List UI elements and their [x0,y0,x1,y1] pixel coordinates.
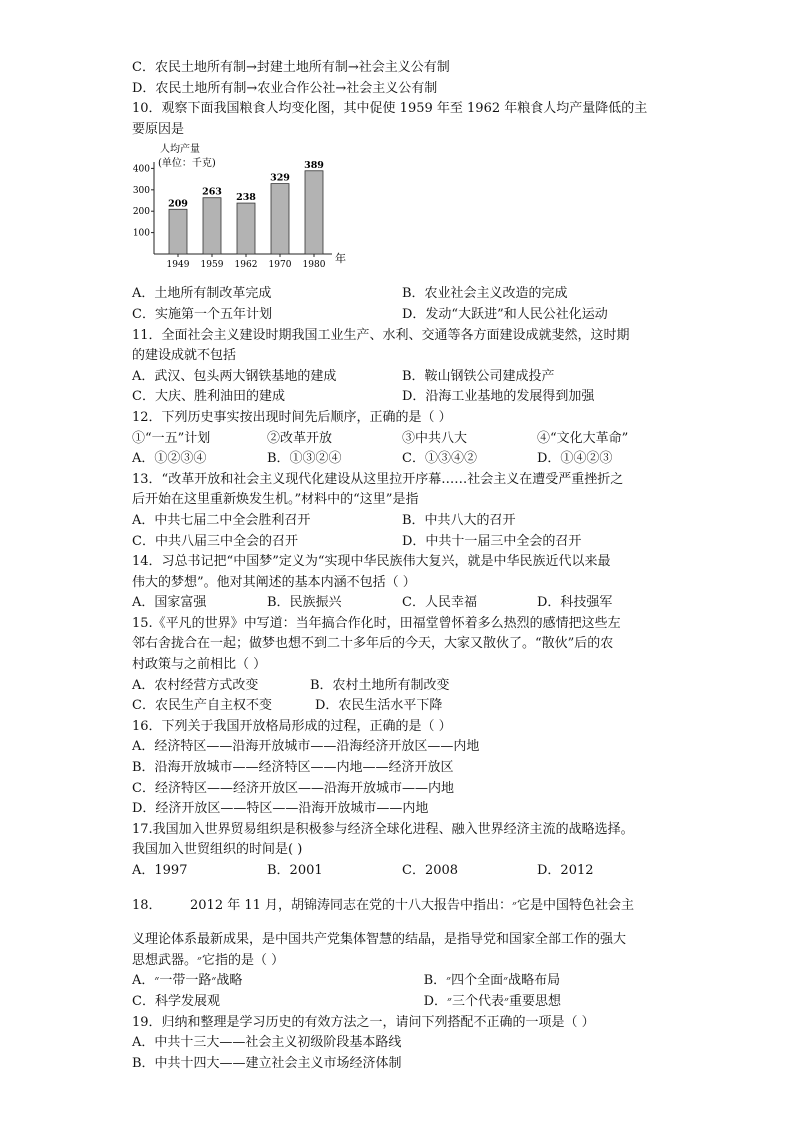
data-label: 329 [270,172,290,184]
option-d[interactable]: D．2012 [537,863,594,878]
question-10-options-row2 [132,305,672,326]
data-label: 389 [304,160,324,172]
question-16-stem: 16．下列关于我国开放格局形成的过程，正确的是（ ） [132,718,452,734]
option-b[interactable]: B．״四个全面״战略布局 [423,973,561,989]
option-a[interactable]: A．武汉、包头两大钢铁基地的建成 [132,368,337,384]
option-a[interactable]: A．中共七届二中全会胜利召开 [132,512,311,528]
question-18-stem-cont: 义理论体系最新成果，是中国共产党集体智慧的结晶，是指导党和国家全部工作的强大 [132,932,627,948]
question-14-stem: 14．习总书记把“中国梦”定义为“实现中华民族伟大复兴，就是中华民族近代以来最 [132,554,611,570]
bar-chart-svg [132,142,362,282]
bar [305,171,323,254]
question-10-stem: 10．观察下面我国粮食人均变化图，其中促使 1959 年至 1962 年粮食人均产量降低的主 [132,101,648,117]
option-c[interactable]: C．经济特区——经济开放区——沿海开放城市——内地 [132,780,454,796]
question-14-options [132,593,672,614]
question-13-stem: 13．“改革开放和社会主义现代化建设从这里拉开序幕……社会主义在遭受严重挫折之 [132,471,624,487]
bar [203,198,221,254]
item-4: ④“文化大革命” [537,430,629,446]
item-1: ①“一五”计划 [132,430,211,446]
question-12-items [132,429,672,450]
question-13-options-row1 [132,511,672,532]
option-c[interactable]: C．大庆、胜利油田的建成 [132,389,285,405]
x-tick-label: 1980 [302,260,326,271]
option-b[interactable]: B．沿海开放城市——经济特区——内地——经济开放区 [132,760,454,776]
question-18-stem [132,896,672,917]
item-3: ③中共八大 [402,430,468,446]
question-17-options [132,861,672,882]
data-label: 238 [236,192,256,204]
question-18-options-row2 [132,992,672,1013]
option-d[interactable]: D．״三个代表״重要思想 [423,993,561,1009]
option-d[interactable]: D．经济开放区——特区——沿海开放城市——内地 [132,801,429,817]
y-tick-label: 100 [132,228,150,239]
option-c[interactable]: C．2008 [402,863,459,878]
question-15-options-row2 [132,696,672,717]
option-d[interactable]: D．科技强军 [537,595,613,611]
bar [237,203,255,254]
question-15-stem-cont: 邻右舍拢合在一起；做梦也想不到二十多年后的今天，大家又散伙了。“散伙”后的农 [132,636,614,652]
question-17-stem: 17.我国加入世界贸易组织是积极参与经济全球化进程、融入世界经济主流的战略选择。 [132,821,634,837]
option-d[interactable]: D．①④②③ [537,451,613,467]
question-13-options-row2 [132,532,672,553]
option-b[interactable]: B．鞍山钢铁公司建成投产 [402,368,555,384]
question-14-stem-cont: 伟大的梦想”。他对其阐述的基本内涵不包括（ ） [132,574,416,590]
option-a[interactable]: A．国家富强 [132,595,207,611]
option-b[interactable]: B．2001 [267,863,323,878]
question-15-stem: 15.《平凡的世界》中写道：当年搞合作化时，田福堂曾怀着多么热烈的感情把这些左 [132,615,621,631]
option-b[interactable]: B．农村土地所有制改变 [310,677,450,693]
option-c[interactable]: C．人民幸福 [402,595,477,611]
question-19-stem: 19．归纳和整理是学习历史的有效方法之一，请问下列搭配不正确的一项是（ ） [132,1014,595,1030]
question-10-stem-cont: 要原因是 [132,121,185,137]
question-12-options [132,449,672,470]
chart-title: 人均产量 [160,144,200,156]
question-15-options-row1 [132,676,672,697]
question-11-options-row1 [132,367,672,388]
y-tick-label: 300 [132,186,150,197]
option-d[interactable]: D．农民生活水平下降 [315,698,443,714]
question-11-stem-cont: 的建设成就不包括 [132,348,237,364]
spacer [132,882,672,896]
option-b[interactable]: B．农业社会主义改造的完成 [402,286,568,302]
option-a[interactable]: A．中共十三大——社会主义初级阶段基本路线 [132,1035,402,1051]
option-c[interactable]: C．①③④② [402,451,477,467]
question-11-stem: 11．全面社会主义建设时期我国工业生产、水利、交通等各方面建设成就斐然，这时期 [132,327,630,343]
data-label: 209 [168,198,188,210]
option-a[interactable]: A．①②③④ [132,451,207,467]
x-tick-label: 1949 [166,260,190,271]
question-15-stem-cont2: 村政策与之前相比（ ） [132,657,267,673]
option-c[interactable]: C．实施第一个五年计划 [132,306,272,322]
question-18-text: 2012 年 11 月，胡锦涛同志在党的十八大报告中指出：״它是中国特色社会主 [190,897,634,913]
question-number: 18． [132,897,162,913]
question-17-stem-cont: 我国加入世贸组织的时间是( ) [132,842,303,858]
chart-subtitle: (单位：千克) [158,158,216,170]
option-a[interactable]: A．农村经营方式改变 [132,677,259,693]
option-a[interactable]: A．土地所有制改革完成 [132,286,272,302]
option-d: D．农民土地所有制→农业合作公社→社会主义公有制 [132,80,438,96]
option-b[interactable]: B．中共八大的召开 [402,512,516,528]
y-tick-label: 200 [132,207,150,218]
option-d[interactable]: D．中共十一届三中全会的召开 [402,533,582,549]
question-13-stem-cont: 后开始在这里重新焕发生机。”材料中的“这里”是指 [132,492,419,508]
chart-xlabel: 年 [335,252,346,266]
option-d[interactable]: D．沿海工业基地的发展得到加强 [402,389,595,405]
question-12-stem: 12．下列历史事实按出现时间先后顺序，正确的是（ ） [132,409,452,425]
option-a[interactable]: A．״一带一路״战略 [132,973,243,989]
option-b[interactable]: B．中共十四大——建立社会主义市场经济体制 [132,1055,402,1071]
x-tick-label: 1959 [200,260,224,271]
item-2: ②改革开放 [267,430,333,446]
option-c: C．农民土地所有制→封建土地所有制→社会主义公有制 [132,60,450,75]
option-c[interactable]: C．中共八届三中全会的召开 [132,533,298,549]
data-label: 263 [202,187,222,199]
x-tick-label: 1962 [234,260,258,271]
bar [271,184,289,254]
x-tick-label: 1970 [268,260,292,271]
question-18-stem-cont2: 思想武器。״它指的是（ ） [132,952,285,968]
option-a[interactable]: A．1997 [132,863,188,878]
bar [169,210,187,255]
option-c[interactable]: C．农民生产自主权不变 [132,698,272,714]
option-c[interactable]: C．科学发展观 [132,993,220,1009]
grain-per-capita-chart [132,142,672,282]
option-d[interactable]: D．发动“大跃进”和人民公社化运动 [402,306,608,322]
option-b[interactable]: B．①③②④ [267,451,342,467]
option-b[interactable]: B．民族振兴 [267,595,342,611]
exam-page [132,58,672,1074]
question-10-options-row1 [132,284,672,305]
option-a[interactable]: A．经济特区——沿海开放城市——沿海经济开放区——内地 [132,739,480,755]
y-tick-label: 400 [132,164,150,175]
question-18-options-row1 [132,971,672,992]
question-11-options-row2 [132,387,672,408]
spacer [132,916,672,930]
